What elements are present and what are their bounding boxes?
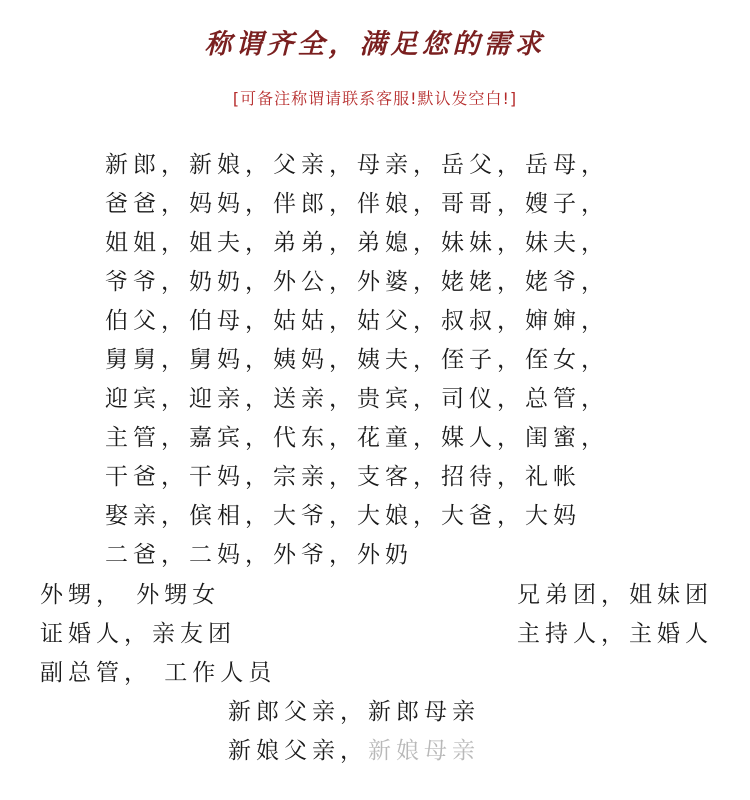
title-row: 娶亲，傧相，大爷，大娘，大爸，大妈 <box>105 503 581 529</box>
title-row: 迎宾，迎亲，送亲，贵宾，司仪，总管， <box>105 386 609 412</box>
title-row: 姐姐，姐夫，弟弟，弟媳，妹妹，妹夫， <box>105 230 609 256</box>
extra-right-1: 兄弟团，姐妹团 <box>517 582 713 608</box>
title-row: 主管，嘉宾，代东，花童，媒人，闺蜜， <box>105 425 609 451</box>
title-row: 二爸，二妈，外爷，外奶 <box>105 542 413 568</box>
page-subtitle: [可备注称谓请联系客服!默认发空白!] <box>232 89 518 108</box>
title-row: 舅舅，舅妈，姨妈，姨夫，侄子，侄女， <box>105 347 609 373</box>
extra-left-2: 证婚人，亲友团 <box>40 621 236 647</box>
extra-left-3: 副总管， 工作人员 <box>40 660 277 686</box>
extra-center-2-b: 新娘母亲 <box>368 738 480 764</box>
title-row: 干爸，干妈，宗亲，支客，招待，礼帐 <box>105 464 581 490</box>
extra-center-2 <box>228 732 480 771</box>
title-row: 新郎，新娘，父亲，母亲，岳父，岳母， <box>105 152 609 178</box>
extra-right-2: 主持人，主婚人 <box>517 621 713 647</box>
page-title: 称谓齐全，满足您的需求 <box>204 29 546 60</box>
title-list <box>105 146 609 575</box>
extra-center-2-a: 新娘父亲， <box>228 738 368 764</box>
title-row: 爷爷，奶奶，外公，外婆，姥姥，姥爷， <box>105 269 609 295</box>
extra-left-1: 外甥， 外甥女 <box>40 582 221 608</box>
title-row: 伯父，伯母，姑姑，姑父，叔叔，婶婶， <box>105 308 609 334</box>
extra-center-1: 新郎父亲，新郎母亲 <box>228 699 480 725</box>
title-row: 爸爸，妈妈，伴郎，伴娘，哥哥，嫂子， <box>105 191 609 217</box>
